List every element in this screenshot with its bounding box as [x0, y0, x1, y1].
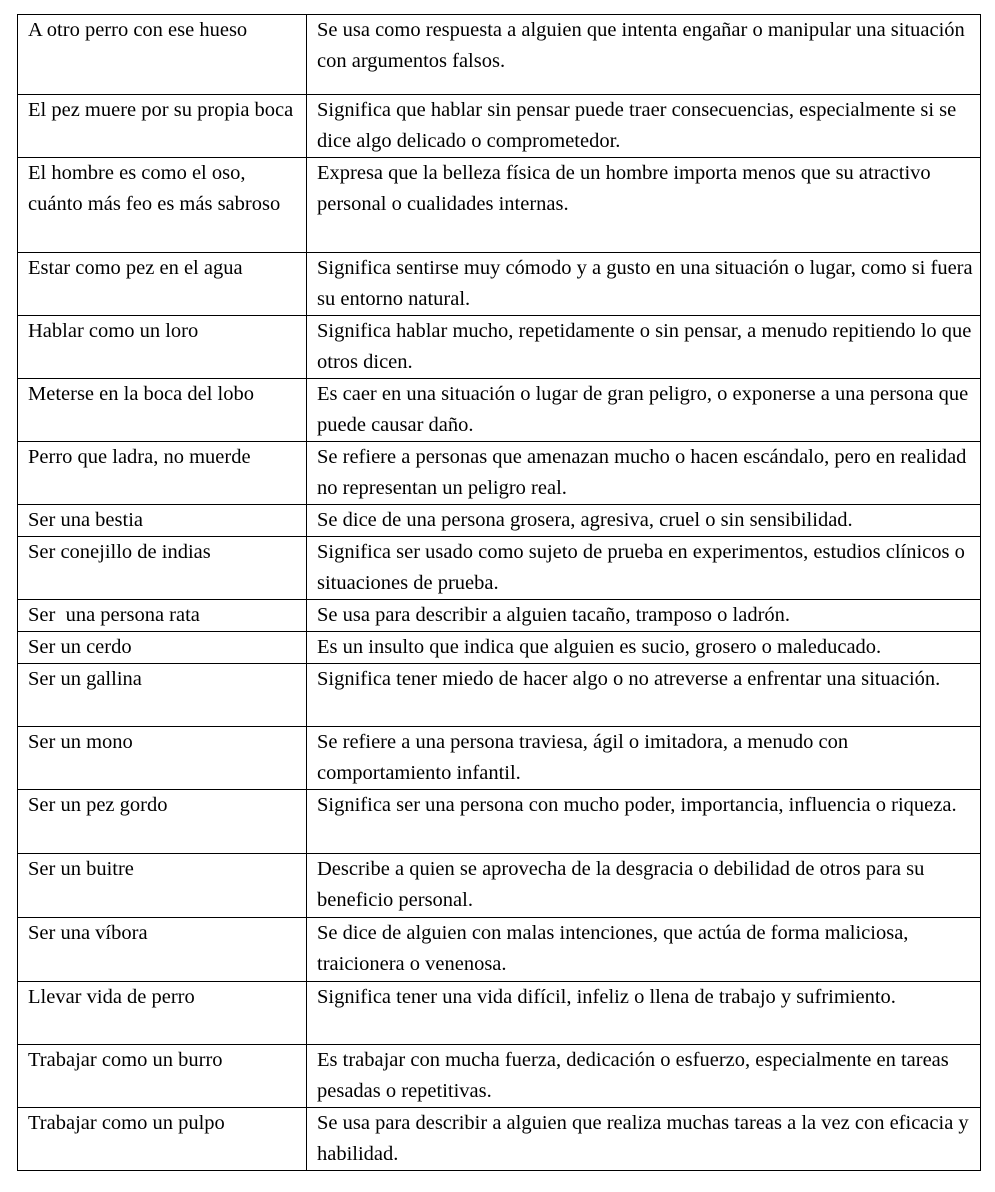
- meaning-cell: Significa tener miedo de hacer algo o no atreverse a enfrentar una situación.: [307, 664, 981, 727]
- meaning-cell: Se refiere a personas que amenazan mucho o hacen escándalo, pero en realidad no representan un peligro real.: [307, 442, 981, 505]
- meaning-cell: Describe a quien se aprovecha de la desgracia o debilidad de otros para su beneficio personal.: [307, 854, 981, 918]
- expression-cell: Ser un cerdo: [18, 632, 307, 664]
- table-row: [18, 95, 981, 158]
- table-row: [18, 316, 981, 379]
- table-row: [18, 1045, 981, 1108]
- expression-cell: El pez muere por su propia boca: [18, 95, 307, 158]
- table-row: [18, 15, 981, 95]
- meaning-cell: Significa ser usado como sujeto de prueba en experimentos, estudios clínicos o situaciones de prueba.: [307, 537, 981, 600]
- meaning-cell: Se usa para describir a alguien tacaño, tramposo o ladrón.: [307, 600, 981, 632]
- expression-cell: Ser un mono: [18, 727, 307, 790]
- expression-cell: Ser una persona rata: [18, 600, 307, 632]
- table-row: [18, 727, 981, 790]
- meaning-cell: Es trabajar con mucha fuerza, dedicación o esfuerzo, especialmente en tareas pesadas o repetitivas.: [307, 1045, 981, 1108]
- table-row: [18, 632, 981, 664]
- expression-cell: Trabajar como un burro: [18, 1045, 307, 1108]
- expression-cell: Meterse en la boca del lobo: [18, 379, 307, 442]
- expression-cell: Ser una víbora: [18, 918, 307, 982]
- expression-cell: Ser un gallina: [18, 664, 307, 727]
- table-row: [18, 790, 981, 854]
- expression-cell: Trabajar como un pulpo: [18, 1108, 307, 1171]
- table-row: [18, 854, 981, 918]
- table-row: [18, 505, 981, 537]
- expression-cell: Estar como pez en el agua: [18, 253, 307, 316]
- expression-cell: Perro que ladra, no muerde: [18, 442, 307, 505]
- table-row: [18, 982, 981, 1045]
- table-row: [18, 537, 981, 600]
- meaning-cell: Se usa como respuesta a alguien que intenta engañar o manipular una situación con argumentos falsos.: [307, 15, 981, 95]
- expression-cell: A otro perro con ese hueso: [18, 15, 307, 95]
- table-row: [18, 664, 981, 727]
- expression-cell: Ser un pez gordo: [18, 790, 307, 854]
- meaning-cell: Es caer en una situación o lugar de gran peligro, o exponerse a una persona que puede causar daño.: [307, 379, 981, 442]
- expression-cell: Ser un buitre: [18, 854, 307, 918]
- meaning-cell: Significa sentirse muy cómodo y a gusto en una situación o lugar, como si fuera su entorno natural.: [307, 253, 981, 316]
- table-row: [18, 600, 981, 632]
- meaning-cell: Significa hablar mucho, repetidamente o sin pensar, a menudo repitiendo lo que otros dicen.: [307, 316, 981, 379]
- meaning-cell: Se dice de alguien con malas intenciones, que actúa de forma maliciosa, traicionera o venenosa.: [307, 918, 981, 982]
- expression-cell: El hombre es como el oso, cuánto más feo es más sabroso: [18, 158, 307, 253]
- idioms-table-body: [18, 15, 981, 1171]
- expression-cell: Hablar como un loro: [18, 316, 307, 379]
- meaning-cell: Es un insulto que indica que alguien es sucio, grosero o maleducado.: [307, 632, 981, 664]
- table-row: [18, 918, 981, 982]
- table-row: [18, 442, 981, 505]
- expression-cell: Llevar vida de perro: [18, 982, 307, 1045]
- table-row: [18, 158, 981, 253]
- expression-cell: Ser conejillo de indias: [18, 537, 307, 600]
- meaning-cell: Se dice de una persona grosera, agresiva, cruel o sin sensibilidad.: [307, 505, 981, 537]
- idioms-table: [17, 14, 981, 1171]
- table-row: [18, 253, 981, 316]
- meaning-cell: Expresa que la belleza física de un hombre importa menos que su atractivo personal o cualidades internas.: [307, 158, 981, 253]
- meaning-cell: Significa ser una persona con mucho poder, importancia, influencia o riqueza.: [307, 790, 981, 854]
- meaning-cell: Se refiere a una persona traviesa, ágil o imitadora, a menudo con comportamiento infantil.: [307, 727, 981, 790]
- meaning-cell: Se usa para describir a alguien que realiza muchas tareas a la vez con eficacia y habilidad.: [307, 1108, 981, 1171]
- table-row: [18, 1108, 981, 1171]
- expression-cell: Ser una bestia: [18, 505, 307, 537]
- meaning-cell: Significa que hablar sin pensar puede traer consecuencias, especialmente si se dice algo delicado o comprometedor.: [307, 95, 981, 158]
- table-row: [18, 379, 981, 442]
- meaning-cell: Significa tener una vida difícil, infeliz o llena de trabajo y sufrimiento.: [307, 982, 981, 1045]
